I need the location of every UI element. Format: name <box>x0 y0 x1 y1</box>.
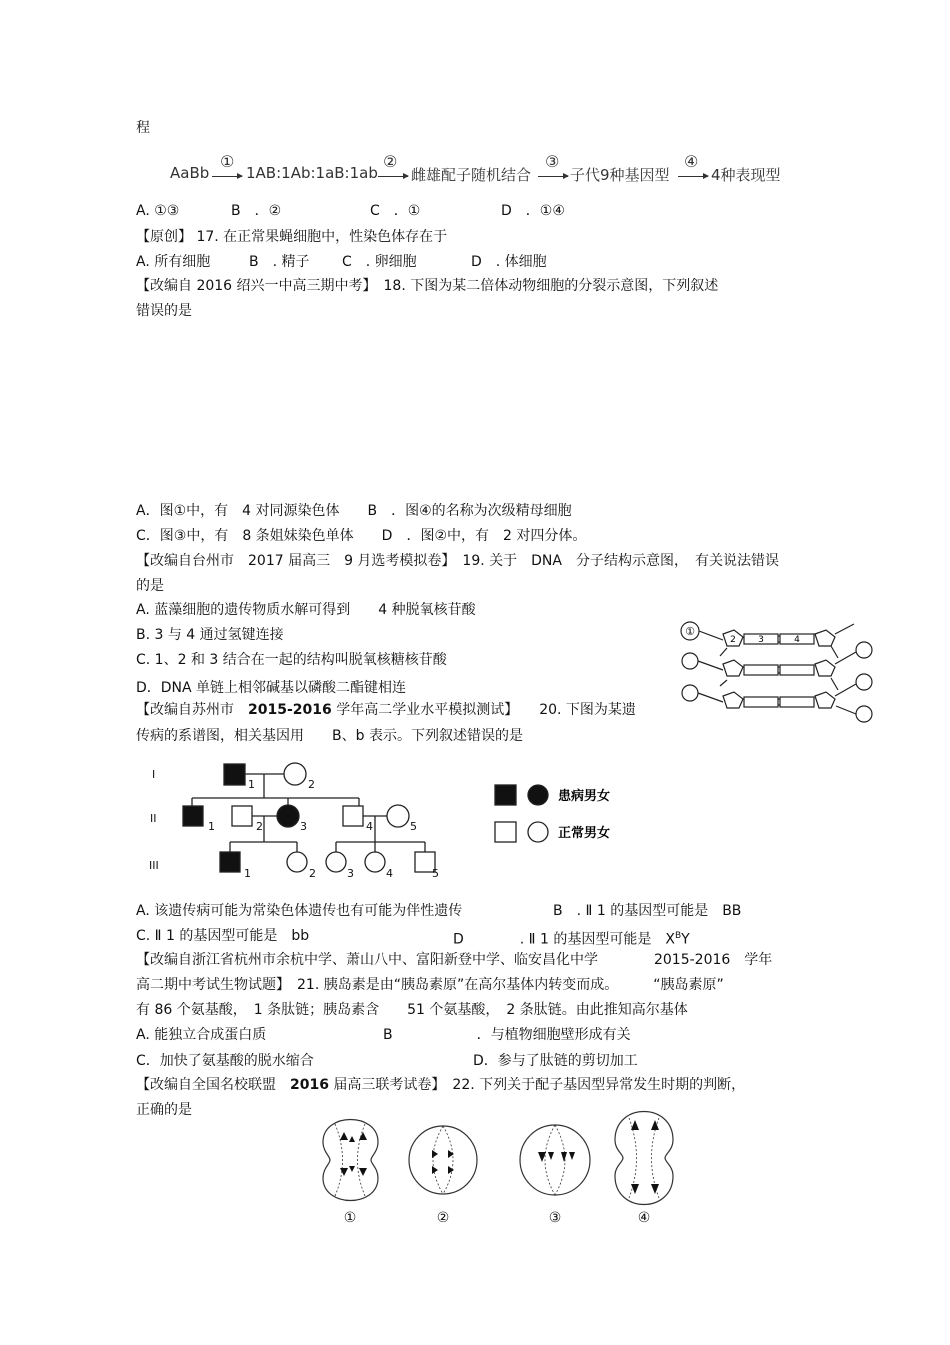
sugar-pentagon <box>723 692 743 708</box>
cell-label-3: ③ <box>548 1210 562 1226</box>
q17-stem: 【原创】 17. 在正常果蝇细胞中，性染色体存在于 <box>136 229 448 245</box>
gen-II-label: II <box>150 812 157 825</box>
pedigree-II4-normal-male <box>343 806 363 826</box>
sugar-pentagon <box>723 660 743 676</box>
q19-option-b: B. 3 与 4 通过氢键连接 <box>136 627 284 643</box>
q19-option-a: A. 蓝藻细胞的遗传物质水解可得到 4 种脱氧核苷酸 <box>136 602 476 618</box>
arrow-2 <box>378 176 408 177</box>
pedigree-III4-normal-female <box>365 852 385 872</box>
q18-stem-1: 【改编自 2016 绍兴一中高三期中考】 18. 下图为某二倍体动物细胞的分裂示意图，下列叙述 <box>136 278 719 294</box>
cell-division-figures <box>315 1100 695 1226</box>
pedigree-num: 1 <box>244 867 251 880</box>
q20-source-year: 2015-2016 <box>248 702 332 718</box>
gen-III-label: III <box>149 859 159 872</box>
q22-stem-2: 正确的是 <box>136 1102 192 1118</box>
pedigree-num: 2 <box>309 867 316 880</box>
flow-step-4: ④ <box>684 152 699 171</box>
continued-text: 程 <box>136 120 150 136</box>
flow-step-2: ② <box>383 152 398 171</box>
arrow-3 <box>538 176 568 177</box>
q21-option-d: D．参与了肽链的剪切加工 <box>473 1053 638 1069</box>
dna-structure-diagram <box>676 618 882 724</box>
pedigree-num: 2 <box>256 820 263 833</box>
arrow-4 <box>678 176 708 177</box>
q21-option-b: B ．与植物细胞壁形成有关 <box>383 1027 631 1043</box>
legend-normal-label: 正常男女 <box>558 826 611 841</box>
q20-source-prefix: 【改编自苏州市 <box>136 702 248 718</box>
q20-source-suffix: 学年高二学业水平模拟测试】 20. 下图为某遗 <box>331 702 636 718</box>
phosphate-circle <box>856 642 872 658</box>
q20-option-d-y: Y <box>681 931 690 948</box>
q18-stem-2: 错误的是 <box>136 303 192 319</box>
legend-affected-male <box>495 785 516 805</box>
dna-label-1: ① <box>685 625 695 638</box>
pedigree-III3-normal-female <box>326 852 346 872</box>
q20-option-d-text: D . Ⅱ 1 的基因型可能是 X <box>453 931 675 948</box>
pedigree-num: 4 <box>366 820 373 833</box>
phosphate-circle <box>856 674 872 690</box>
q17-option-a: A. 所有细胞 <box>136 254 211 270</box>
cell-2-outline <box>409 1126 477 1194</box>
q20-stem-1 <box>136 701 636 719</box>
q19-stem-2: 的是 <box>136 578 164 594</box>
pedigree-III2-normal-female <box>287 852 307 872</box>
q21-stem-2: 高二期中考试生物试题】 21. 胰岛素是由“胰岛素原”在高尔基体内转变而成。 “胰岛素原” <box>136 977 724 993</box>
pedigree-num: 3 <box>300 820 307 833</box>
q17-option-b: B . 精子 <box>249 254 310 270</box>
q21-option-c: C．加快了氨基酸的脱水缩合 <box>136 1053 314 1069</box>
pedigree-num: 3 <box>347 867 354 880</box>
legend-normal-male <box>495 822 516 842</box>
dna-label-3: 3 <box>758 635 764 645</box>
phosphate-circle <box>682 653 698 669</box>
q19-option-d: D．DNA 单链上相邻碱基以磷酸二酯键相连 <box>136 680 407 696</box>
flow-start: AaBb <box>170 164 210 182</box>
flow-gametes: 1AB:1Ab:1aB:1ab <box>246 164 378 182</box>
legend-affected-label: 患病男女 <box>558 789 611 804</box>
flow-phenotypes: 4种表现型 <box>711 166 781 184</box>
pedigree-num: 2 <box>308 778 315 791</box>
pedigree-I2-normal-female <box>284 763 306 785</box>
q22-source-prefix: 【改编自全国名校联盟 <box>136 1077 290 1093</box>
q18-options-cd: C．图③中，有 8 条姐妹染色单体 D ．图②中，有 2 对四分体。 <box>136 528 587 544</box>
cell-3-outline <box>520 1125 590 1195</box>
q20-option-b: B . Ⅱ 1 的基因型可能是 BB <box>553 903 742 919</box>
q22-stem-1 <box>136 1076 745 1094</box>
pedigree-II2-normal-male <box>232 806 252 826</box>
pedigree-num: 5 <box>410 820 417 833</box>
pedigree-II5-normal-female <box>387 805 409 827</box>
cell-label-4: ④ <box>637 1210 651 1226</box>
pedigree-III1-affected-male <box>220 852 240 872</box>
gen-I-label: I <box>152 768 156 781</box>
q20-option-d-superscript: B <box>674 931 682 941</box>
q21-option-a: A. 能独立合成蛋白质 <box>136 1027 267 1043</box>
pedigree-num: 5 <box>432 867 439 880</box>
q22-source-year: 2016 <box>290 1077 329 1093</box>
q18-options-ab: A．图①中，有 4 对同源染色体 B ．图④的名称为次级精母细胞 <box>136 503 572 519</box>
q22-source-suffix: 届高三联考试卷】 22. 下列关于配子基因型异常发生时期的判断， <box>328 1077 746 1093</box>
q20-stem-2: 传病的系谱图，相关基因用 B、b 表示。下列叙述错误的是 <box>136 728 523 744</box>
pedigree-num: 4 <box>386 867 393 880</box>
arrow-1 <box>212 176 242 177</box>
q16-option-b: B ．② <box>231 203 282 219</box>
flow-step-3: ③ <box>545 152 560 171</box>
cell-4-outline <box>615 1112 673 1205</box>
q20-option-c: C. Ⅱ 1 的基因型可能是 bb <box>136 928 310 944</box>
phosphate-circle <box>682 685 698 701</box>
dna-label-4: 4 <box>794 635 800 645</box>
dna-label-2: 2 <box>730 635 736 645</box>
pedigree-num: 1 <box>208 820 215 833</box>
phosphate-circle <box>856 706 872 722</box>
pedigree-chart <box>140 758 630 882</box>
q21-stem-1: 【改编自浙江省杭州市余杭中学、萧山八中、富阳新登中学、临安昌化中学 2015-2016 学年 <box>136 952 773 968</box>
q19-option-c: C. 1、2 和 3 结合在一起的结构叫脱氧核糖核苷酸 <box>136 652 447 668</box>
pedigree-num: 1 <box>248 778 255 791</box>
cell-label-2: ② <box>436 1210 450 1226</box>
flow-fertilization: 雌雄配子随机结合 <box>411 166 532 184</box>
cell-1-outline <box>323 1120 378 1201</box>
flow-genotypes: 子代9种基因型 <box>570 166 670 184</box>
q20-option-d <box>453 927 690 949</box>
pedigree-II1-affected-male <box>183 806 203 826</box>
chromosome <box>340 1132 348 1140</box>
pedigree-I1-affected-male <box>224 764 245 785</box>
q20-option-a: A. 该遗传病可能为常染色体遗传也有可能为伴性遗传 <box>136 903 463 919</box>
q16-option-d: D ．①④ <box>501 203 565 219</box>
q19-stem-1: 【改编自台州市 2017 届高三 9 月选考模拟卷】 19. 关于 DNA 分子结构示意图， 有关说法错误 <box>136 553 779 569</box>
q16-option-a: A. ①③ <box>136 203 180 219</box>
legend-normal-female <box>528 822 548 842</box>
q16-option-c: C ．① <box>370 203 421 219</box>
q17-option-c: C . 卵细胞 <box>342 254 417 270</box>
flow-step-1: ① <box>220 152 235 171</box>
cell-label-1: ① <box>343 1210 357 1226</box>
legend-affected-female <box>528 785 548 805</box>
q17-option-d: D . 体细胞 <box>471 254 547 270</box>
pedigree-II3-affected-female <box>277 805 299 827</box>
q21-stem-3: 有 86 个氨基酸， 1 条肽链；胰岛素含 51 个氨基酸， 2 条肽链。由此推知高尔基体 <box>136 1002 688 1018</box>
